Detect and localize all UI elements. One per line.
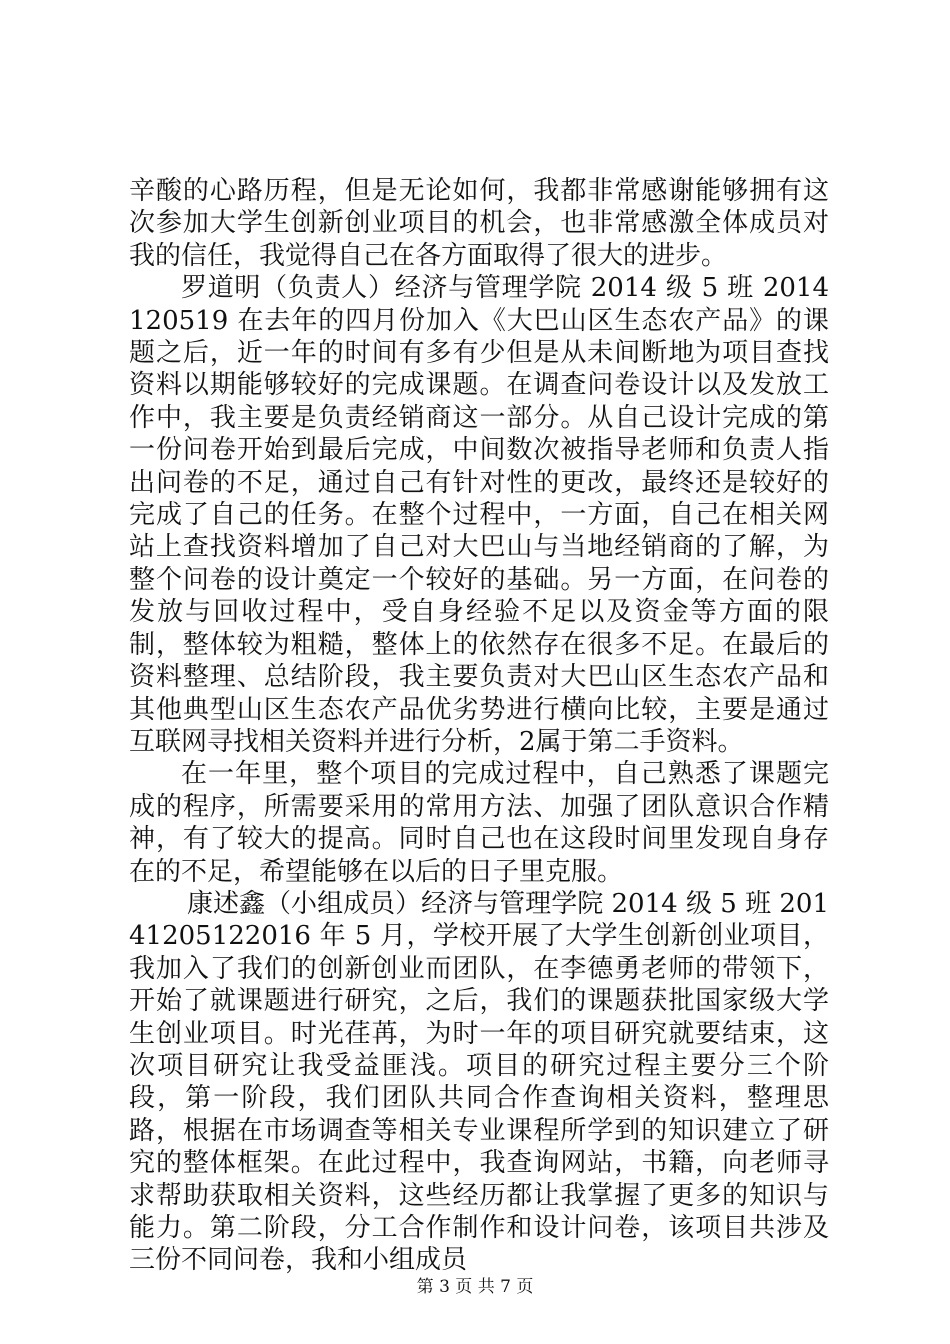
paragraph-one-year-summary: 在一年里，整个项目的完成过程中，自己熟悉了课题完成的程序，所需要采用的常用方法、加强了团队意识合作精神，有了较大的提高。同时自己也在这段时间里发现自身存在的不足，希望能够在以后的日子里克服。: [129, 759, 829, 887]
paragraph-continuation: 辛酸的心路历程，但是无论如何，我都非常感谢能够拥有这次参加大学生创新创业项目的机会，也非常感激全体成员对我的信任，我觉得自己在各方面取得了很大的进步。: [129, 176, 829, 271]
page-number-footer: 第 3 页 共 7 页: [416, 1277, 534, 1297]
paragraph-kang-shuxin: 康述鑫（小组成员）经济与管理学院 2014 级 5 班 20141205122016 年 5 月，学校开展了大学生创新创业项目，我加入了我们的创新创业而团队，在李德勇老师的带领下，开始了就课题进行研究，之后，我们的课题获批国家级大学生创业项目。时光荏苒，为时一年的项目研究就要结束，这次项目研究让我受益匪浅。项目的研究过程主要分三个阶段，第一阶段，我们团队共同合作查询相关资料，整理思路，根据在市场调查等相关专业课程所学到的知识建立了研究的整体框架。在此过程中，我查询网站，书籍，向老师寻求帮助获取相关资料，这些经历都让我掌握了更多的知识与能力。第二阶段，分工合作制作和设计问卷，该项目共涉及三份不同问卷，我和小组成员: [129, 888, 829, 1276]
document-body: [129, 175, 829, 1277]
paragraph-luo-daoming: 罗道明（负责人）经济与管理学院 2014 级 5 班 2014120519 在去年的四月份加入《大巴山区生态农产品》的课题之后，近一年的时间有多有少但是从未间断地为项目查找资料以期能够较好的完成课题。在调查问卷设计以及发放工作中，我主要是负责经销商这一部分。从自己设计完成的第一份问卷开始到最后完成，中间数次被指导老师和负责人指出问卷的不足，通过自己有针对性的更改，最终还是较好的完成了自己的任务。在整个过程中，一方面，自己在相关网站上查找资料增加了自己对大巴山与当地经销商的了解，为整个问卷的设计奠定一个较好的基础。另一方面，在问卷的发放与回收过程中，受自身经验不足以及资金等方面的限制，整体较为粗糙，整体上的依然存在很多不足。在最后的资料整理、总结阶段，我主要负责对大巴山区生态农产品和其他典型山区生态农产品优劣势进行横向比较，主要是通过互联网寻找相关资料并进行分析，2属于第二手资料。: [129, 273, 829, 757]
